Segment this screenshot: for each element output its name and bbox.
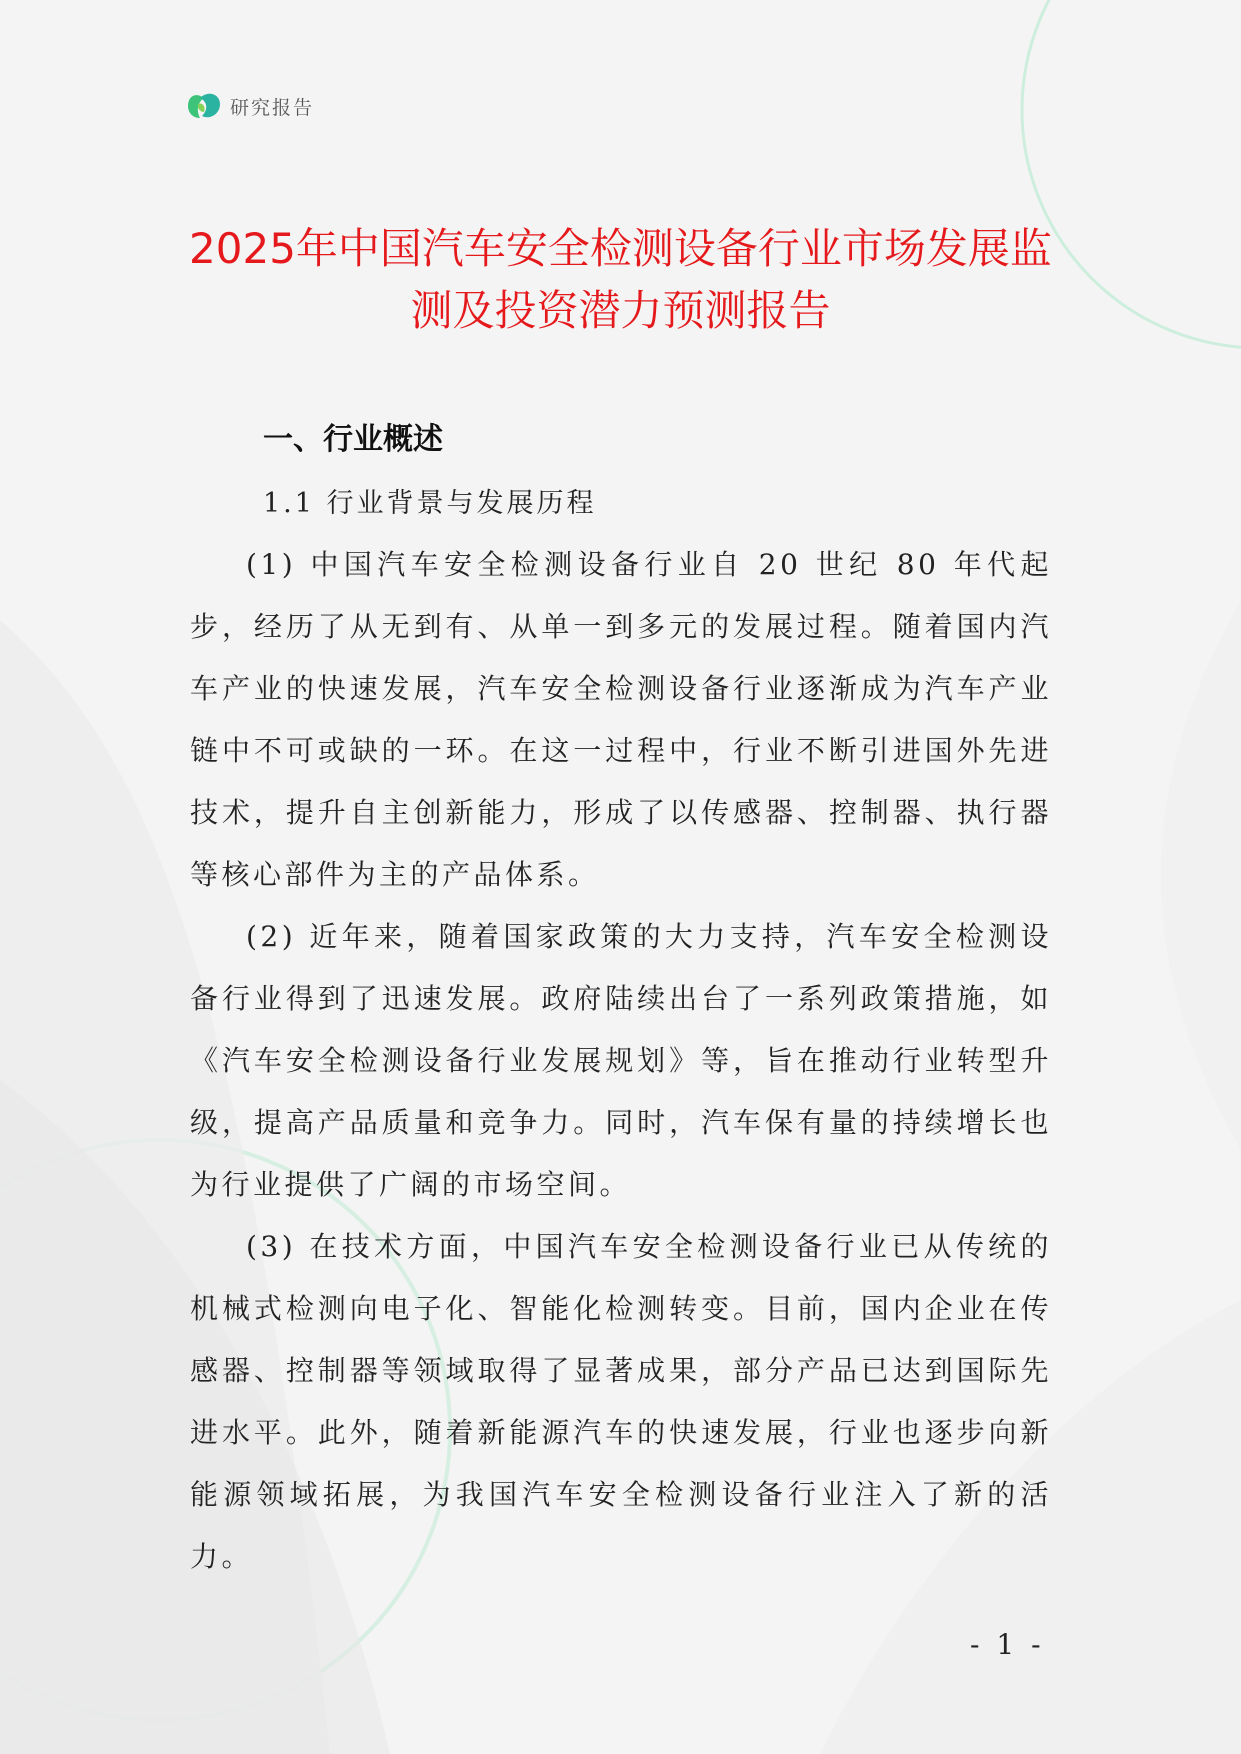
document-title: 2025年中国汽车安全检测设备行业市场发展监测及投资潜力预测报告 <box>189 224 1052 335</box>
brand-label: 研究报告 <box>230 96 315 119</box>
paragraph-2: (2) 近年来，随着国家政策的大力支持，汽车安全检测设备行业得到了迅速发展。政府陆续出台了一系列政策措施，如《汽车安全检测设备行业发展规划》等，旨在推动行业转型升级，提高产品质量和竞争力。同时，汽车保有量的持续增长也为行业提供了广阔的市场空间。 <box>190 920 1052 1201</box>
page-number: - 1 - <box>970 1628 1045 1661</box>
leaf-logo-icon <box>186 90 222 122</box>
section-heading: 一、行业概述 <box>263 422 443 457</box>
paragraph-1: (1) 中国汽车安全检测设备行业自 20 世纪 80 年代起步，经历了从无到有、从单一到多元的发展过程。随着国内汽车产业的快速发展，汽车安全检测设备行业逐渐成为汽车产业链中不可或缺的一环。在这一过程中，行业不断引进国外先进技术，提升自主创新能力，形成了以传感器、控制器、执行器等核心部件为主的产品体系。 <box>190 548 1052 891</box>
paragraph-3: (3) 在技术方面，中国汽车安全检测设备行业已从传统的机械式检测向电子化、智能化检测转变。目前，国内企业在传感器、控制器等领域取得了显著成果，部分产品已达到国际先进水平。此外，随着新能源汽车的快速发展，行业也逐步向新能源领域拓展，为我国汽车安全检测设备行业注入了新的活力。 <box>190 1230 1052 1573</box>
subsection-heading: 1.1 行业背景与发展历程 <box>263 488 597 519</box>
brand-header <box>186 88 314 124</box>
